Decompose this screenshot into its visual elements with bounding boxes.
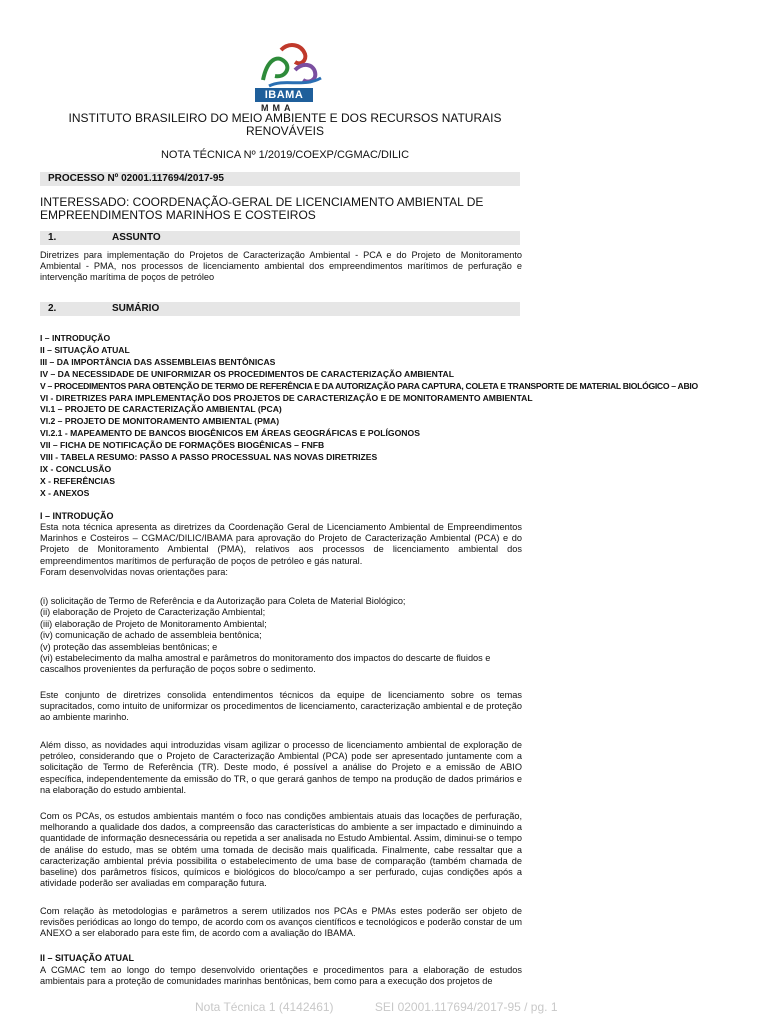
intro-paragraph-5: Com os PCAs, os estudos ambientais mantém o foco nas condições ambientais atuais das locações de perfuração, melhorando a qualidade dos dados, a compreensão das características do ambiente a ser impactado e diminuindo a quantidade de informação desnecessária ou repetida a ser analisada no Estudo Ambiental. Assim, diminui-se o tempo de análise do estudo, mas se obtém uma tomada de decisão mais qualificada. Finalmente, cabe ressaltar que a caracterização ambiental prévia possibilita o estabelecimento de uma base de comparação (também chamada de baseline) dos parâmetros físicos, químicos e biológicos do bloco/campo a ser perfurado, cujas condições após a atividade poderão ser avaliadas em comparação futura. — [40, 811, 522, 889]
logo-subtitle: MMA — [261, 103, 295, 113]
toc-item[interactable]: VI - DIRETRIZES PARA IMPLEMENTAÇÃO DOS PROJETOS DE CARACTERIZAÇÃO E DE MONITORAMENTO AMBIENTAL — [40, 392, 533, 403]
toc-item[interactable]: I – INTRODUÇÃO — [40, 333, 111, 343]
nota-tecnica-title: NOTA TÉCNICA Nº 1/2019/COEXP/CGMAC/DILIC — [160, 149, 410, 161]
toc-item[interactable]: III – DA IMPORTÂNCIA DAS ASSEMBLEIAS BENTÔNICAS — [40, 356, 276, 367]
table-of-contents — [40, 333, 740, 500]
logo-wordmark: IBAMA — [255, 88, 313, 102]
intro-paragraph-6: Com relação às metodologias e parâmetros a serem utilizados nos PCAs e PMAs estes poderão ser objeto de revisões periódicas ao longo do tempo, de acordo com os avanços científicos e tecnológicos e poderão constar de um ANEXO a ser elaborado para este fim, de acordo com a avaliação do IBAMA. — [40, 906, 522, 939]
intro-paragraph-4: Além disso, as novidades aqui introduzidas visam agilizar o processo de licenciamento ambiental de exploração de petróleo, considerando que o Projeto de Caracterização Ambiental (PCA) pode ser apresentado juntamente com a solicitação de Termo de Referência (TR). Deste modo, é possível a análise do Projeto e a emissão de ABIO específica, independentemente da emissão do TR, o que gerará ganhos de tempo na produção de dados primários e na elaboração do estudo ambiental. — [40, 740, 522, 795]
list-item: (vi) estabelecimento da malha amostral e parâmetros do monitoramento dos impactos do descarte de fluidos e cascalhos provenientes da perfuração de poços sobre o sedimento. — [40, 653, 491, 675]
paragraph-text: Foram desenvolvidas novas orientações para: — [40, 566, 228, 577]
page-footer — [195, 1000, 596, 1014]
toc-item[interactable]: IV – DA NECESSIDADE DE UNIFORMIZAR OS PROCEDIMENTOS DE CARACTERIZAÇÃO AMBIENTAL — [40, 368, 454, 379]
orientacoes-list — [40, 596, 522, 676]
section-title: ASSUNTO — [112, 232, 161, 243]
toc-item[interactable]: VI.2 – PROJETO DE MONITORAMENTO AMBIENTAL (PMA) — [40, 416, 280, 427]
toc-item[interactable]: VIII - TABELA RESUMO: PASSO A PASSO PROCESSUAL NAS NOVAS DIRETRIZES — [40, 452, 378, 463]
processo-bar: PROCESSO Nº 02001.117694/2017-95 — [40, 172, 520, 186]
section-number: 2. — [48, 303, 57, 314]
list-item: (iv) comunicação de achado de assembleia bentônica; — [40, 630, 262, 641]
situacao-heading: II – SITUAÇÃO ATUAL — [40, 953, 134, 963]
toc-item[interactable]: X - REFERÊNCIAS — [40, 475, 115, 486]
toc-item[interactable]: VII – FICHA DE NOTIFICAÇÃO DE FORMAÇÕES BIOGÊNICAS – FNFB — [40, 440, 325, 451]
ibama-emblem-icon — [255, 40, 327, 90]
list-item: (ii) elaboração de Projeto de Caracterização Ambiental; — [40, 607, 266, 618]
institute-name: INSTITUTO BRASILEIRO DO MEIO AMBIENTE E DOS RECURSOS NATURAIS RENOVÁVEIS — [68, 111, 502, 138]
toc-item[interactable]: II – SITUAÇÃO ATUAL — [40, 344, 130, 355]
section-number: 1. — [48, 232, 57, 243]
footer-document-id: Nota Técnica 1 (4142461) — [195, 1000, 334, 1014]
list-item: (i) solicitação de Termo de Referência e da Autorização para Coleta de Material Biológico; — [40, 596, 406, 606]
toc-item[interactable]: VI.2.1 - MAPEAMENTO DE BANCOS BIOGÊNICOS EM ÁREAS GEOGRÁFICAS E POLÍGONOS — [40, 428, 420, 439]
intro-paragraph-3: Este conjunto de diretrizes consolida entendimentos técnicos da equipe de licenciamento sobre os temas supracitados, como intuito de uniformizar os procedimentos de licenciamento, caracterização ambiental e de proteção ao ambiente marinho. — [40, 690, 522, 723]
toc-item[interactable]: VI.1 – PROJETO DE CARACTERIZAÇÃO AMBIENTAL (PCA) — [40, 404, 282, 415]
list-item: (v) proteção das assembleias bentônicas; e — [40, 641, 218, 652]
intro-heading: I – INTRODUÇÃO — [40, 511, 114, 521]
situacao-paragraph-1: A CGMAC tem ao longo do tempo desenvolvido orientações e procedimentos para a elaboração de estudos ambientais para a proteção de comunidades marinhas bentônicas, bem como para a execução dos projetos de — [40, 965, 522, 987]
interessado: INTERESSADO: COORDENAÇÃO-GERAL DE LICENCIAMENTO AMBIENTAL DE EMPREENDIMENTOS MARINHOS E COSTEIROS — [40, 195, 484, 222]
paragraph-text: Esta nota técnica apresenta as diretrizes da Coordenação Geral de Licenciamento Ambiental de Empreendimentos Marinhos e Costeiros – CGMAC/DILIC/IBAMA para aprovação do Projeto de Caracterização Ambiental (PCA) e do Projeto de Monitoramento Ambiental (PMA), relativos aos processos de licenciamento ambiental dos empreendimentos marítimos de perfuração de poços de petróleo e gás natural. — [40, 522, 522, 566]
footer-sei-page: SEI 02001.117694/2017-95 / pg. 1 — [374, 1000, 558, 1014]
section-bar-sumario — [40, 302, 520, 316]
ibama-logo — [255, 40, 327, 116]
intro-paragraph-1 — [40, 522, 522, 578]
section-bar-assunto — [40, 231, 520, 245]
toc-item[interactable]: IX - CONCLUSÃO — [40, 463, 112, 474]
assunto-text: Diretrizes para implementação do Projetos de Caracterização Ambiental - PCA e do Projeto de Monitoramento Ambiental - PMA, nos processos de licenciamento ambiental dos empreendimentos marítimos de perfuração e intervenção marítima de poços de petróleo — [40, 250, 522, 283]
toc-item[interactable]: V – PROCEDIMENTOS PARA OBTENÇÃO DE TERMO DE REFERÊNCIA E DA AUTORIZAÇÃO PARA CAPTURA, COLETA E TRANSPORTE DE MATERIAL BIOLÓGICO – ABIO — [40, 380, 698, 391]
section-title: SUMÁRIO — [112, 303, 160, 314]
list-item: (iii) elaboração de Projeto de Monitoramento Ambiental; — [40, 618, 267, 629]
toc-item[interactable]: X - ANEXOS — [40, 487, 90, 498]
